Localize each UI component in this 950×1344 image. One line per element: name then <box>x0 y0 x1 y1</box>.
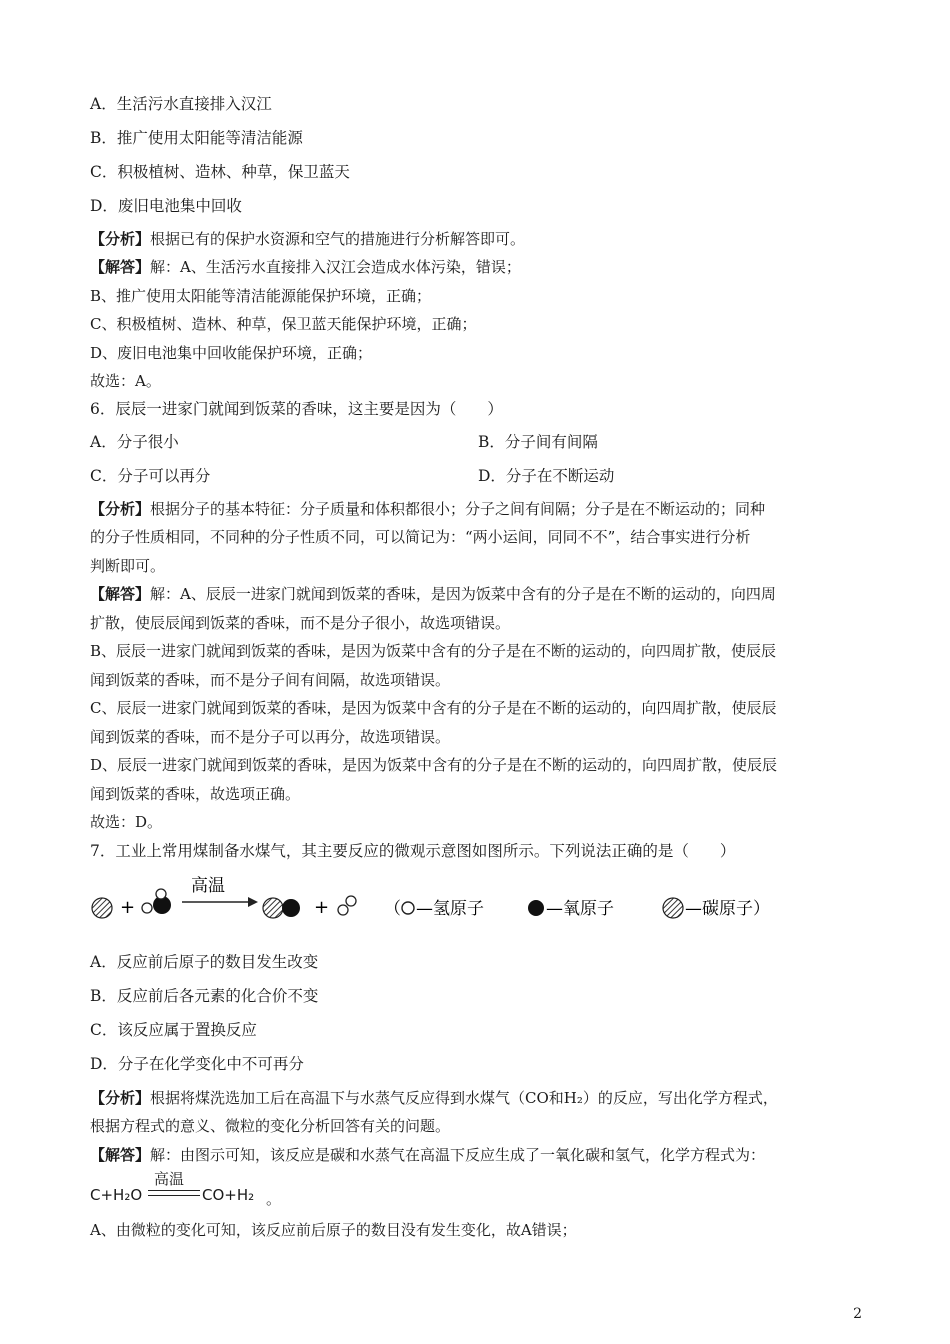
q7-option-b: B．反应前后各元素的化合价不变 <box>90 987 319 1005</box>
answer-line: 解：A、辰辰一进家门就闻到饭菜的香味，是因为饭菜中含有的分子是在不断的运动的，向四周 <box>150 585 776 603</box>
equation-left: C+H₂O <box>90 1186 143 1204</box>
q7-option-a: A．反应前后原子的数目发生改变 <box>90 953 319 971</box>
chemical-equation <box>90 1168 290 1212</box>
analysis-line: 判断即可。 <box>90 557 166 575</box>
answer-line: D、废旧电池集中回收能保护环境，正确； <box>90 344 373 362</box>
q5-answer <box>90 257 521 277</box>
page-number: 2 <box>853 1306 862 1322</box>
analysis-text: 根据已有的保护水资源和空气的措施进行分析解答即可。 <box>150 230 526 248</box>
q7-option-c: C．该反应属于置换反应 <box>90 1021 257 1039</box>
equation-line <box>148 1190 200 1191</box>
q6-answer <box>90 584 776 604</box>
legend-open: （ <box>384 899 401 919</box>
answer-line: 闻到饭菜的香味，而不是分子可以再分，故选项错误。 <box>90 728 451 746</box>
answer-line: 解：由图示可知，该反应是碳和水蒸气在高温下反应生成了一氧化碳和氢气，化学方程式为： <box>150 1146 766 1164</box>
q7-analysis <box>90 1088 778 1108</box>
q5-option-c: C．积极植树、造林、种草，保卫蓝天 <box>90 163 350 181</box>
answer-line: C、积极植树、造林、种草，保卫蓝天能保护环境，正确； <box>90 315 477 333</box>
carbon-atom-icon <box>92 898 112 918</box>
answer-line: B、辰辰一进家门就闻到饭菜的香味，是因为饭菜中含有的分子是在不断的运动的，向四周扩散，使辰辰 <box>90 642 777 660</box>
co-molecule-icon <box>263 898 300 918</box>
answer-line: 故选：A。 <box>90 372 161 390</box>
answer-line: 闻到饭菜的香味，故选项正确。 <box>90 785 301 803</box>
answer-line: A、由微粒的变化可知，该反应前后原子的数目没有发生变化，故A错误； <box>90 1221 577 1239</box>
analysis-line: 根据方程式的意义、微粒的变化分析回答有关的问题。 <box>90 1117 451 1135</box>
equation-end: 。 <box>266 1190 282 1208</box>
reaction-diagram <box>88 872 788 932</box>
analysis-label: 【分析】 <box>90 1089 151 1107</box>
analysis-line: 的分子性质相同，不同种的分子性质不同，可以简记为：“两小运间，同同不不”，结合事实进行分析 <box>90 528 751 546</box>
answer-label: 【解答】 <box>90 1146 151 1164</box>
q6-option-a: A．分子很小 <box>90 433 179 451</box>
h2-molecule-icon <box>338 896 356 915</box>
q7-option-d: D．分子在化学变化中不可再分 <box>90 1055 304 1073</box>
q7-question: 7．工业上常用煤制备水煤气，其主要反应的微观示意图如图所示。下列说法正确的是（ ） <box>90 842 736 860</box>
q5-option-b: B．推广使用太阳能等清洁能源 <box>90 129 303 147</box>
answer-line: 解：A、生活污水直接排入汉江会造成水体污染，错误； <box>150 258 521 276</box>
answer-label: 【解答】 <box>90 585 151 603</box>
equation-condition: 高温 <box>154 1170 185 1188</box>
q6-option-b: B．分子间有间隔 <box>478 433 598 451</box>
q5-analysis <box>90 229 525 249</box>
water-molecule-icon <box>142 889 171 914</box>
q6-analysis <box>90 499 765 519</box>
analysis-label: 【分析】 <box>90 230 151 248</box>
answer-line: B、推广使用太阳能等清洁能源能保护环境，正确； <box>90 287 432 305</box>
analysis-line: 根据将煤洗选加工后在高温下与水蒸气反应得到水煤气（CO和H₂）的反应，写出化学方程式， <box>150 1089 778 1107</box>
answer-label: 【解答】 <box>90 258 151 276</box>
arrow-condition: 高温 <box>191 876 225 896</box>
analysis-label: 【分析】 <box>90 500 151 518</box>
q6-option-c: C．分子可以再分 <box>90 467 211 485</box>
hydrogen-atom-icon <box>402 902 414 914</box>
carbon-atom-icon <box>663 898 683 918</box>
equation-line <box>148 1195 200 1196</box>
plus-sign: + <box>314 897 330 918</box>
q6-option-d: D．分子在不断运动 <box>478 467 615 485</box>
oxygen-atom-icon <box>528 900 544 916</box>
answer-line: 闻到饭菜的香味，而不是分子间有间隔，故选项错误。 <box>90 671 451 689</box>
legend-carbon: —碳原子） <box>685 899 770 919</box>
reaction-arrow-icon <box>182 897 258 907</box>
plus-sign: + <box>120 897 136 918</box>
legend-oxygen: —氧原子 <box>546 899 614 919</box>
answer-line: 故选：D。 <box>90 813 163 831</box>
answer-line: D、辰辰一进家门就闻到饭菜的香味，是因为饭菜中含有的分子是在不断的运动的，向四周扩散，使辰辰 <box>90 756 778 774</box>
q6-question: 6．辰辰一进家门就闻到饭菜的香味，这主要是因为（ ） <box>90 400 503 418</box>
answer-line: 扩散，使辰辰闻到饭菜的香味，而不是分子很小，故选项错误。 <box>90 614 511 632</box>
equation-right: CO+H₂ <box>202 1186 255 1204</box>
q7-answer <box>90 1145 765 1165</box>
q5-option-d: D．废旧电池集中回收 <box>90 197 242 215</box>
analysis-line: 根据分子的基本特征：分子质量和体积都很小；分子之间有间隔；分子是在不断运动的；同种 <box>150 500 766 518</box>
q5-option-a: A．生活污水直接排入汉江 <box>90 95 272 113</box>
legend-hydrogen: —氢原子 <box>416 899 484 919</box>
answer-line: C、辰辰一进家门就闻到饭菜的香味，是因为饭菜中含有的分子是在不断的运动的，向四周扩散，使辰辰 <box>90 699 777 717</box>
